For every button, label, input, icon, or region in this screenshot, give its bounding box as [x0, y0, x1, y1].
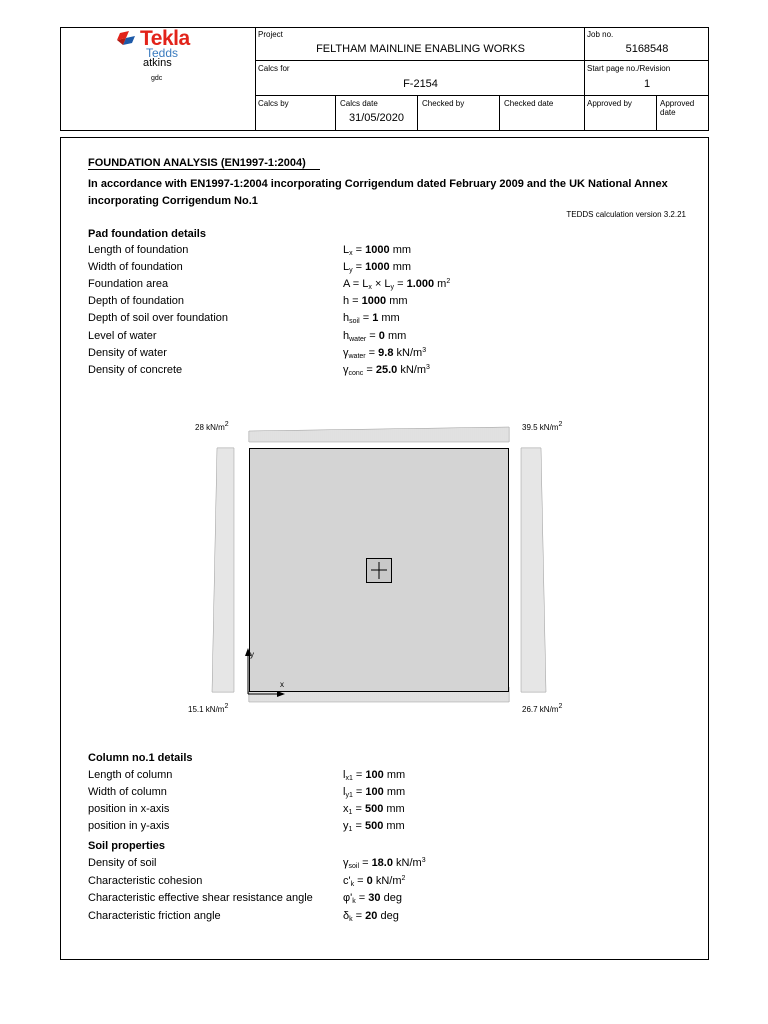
property-value: $\gamma_{conc} = 25.0$ $kN/m^3$	[343, 363, 430, 377]
approved-date-label: Approved date	[660, 99, 695, 117]
calcs-date-label: Calcs date	[340, 99, 378, 108]
calculation-sheet	[60, 137, 709, 960]
pressure-hatch-left	[212, 448, 234, 692]
checked-date-label: Checked date	[504, 99, 554, 108]
property-value: $A = L_x \times L_y = 1.000$ $m^2$	[343, 278, 451, 292]
calcs-by-label: Calcs by	[258, 99, 289, 108]
property-label: Density of water	[88, 346, 167, 359]
property-value: $x_1 = 500$ mm	[343, 803, 405, 816]
pressure-label-bottom-right: 26.7 $kN/m^2$	[522, 703, 563, 714]
pad-heading: Pad foundation details	[88, 228, 206, 240]
pressure-label-bottom-left: 15.1 $kN/m^2$	[188, 703, 229, 714]
calcs-for-label: Calcs for	[258, 64, 290, 73]
axis-x-label: x	[280, 680, 284, 689]
property-label: Characteristic effective shear resistance angle	[88, 892, 313, 905]
property-label: Foundation area	[88, 278, 169, 291]
approved-by-label: Approved by	[587, 99, 632, 108]
column-heading: Column no.1 details	[88, 752, 193, 764]
doc-title: FOUNDATION ANALYSIS (EN1997-1:2004)	[88, 157, 306, 169]
start-page-value: 1	[643, 78, 651, 90]
property-value: $y_1 = 500$ mm	[343, 820, 405, 833]
job-no-value: 5168548	[625, 43, 669, 55]
column-centre-cross-icon	[367, 559, 391, 582]
title-block	[60, 27, 709, 131]
start-page-label: Start page no./Revision	[587, 64, 671, 73]
property-value: $L_y = 1000$ mm	[343, 261, 412, 275]
column-plan	[366, 558, 392, 583]
property-value: $h_{soil} = 1$ mm	[343, 312, 400, 326]
intro-line-2: incorporating Corrigendum No.1	[88, 195, 258, 207]
logo-brand: Tekla	[140, 27, 190, 50]
property-value: h = 1000 mm	[343, 295, 408, 308]
property-label: Depth of soil over foundation	[88, 312, 229, 325]
property-value: $L_x = 1000$ mm	[343, 244, 412, 257]
calcs-for-value: F-2154	[403, 78, 438, 90]
axes-icon	[241, 646, 291, 698]
pressure-hatch-top	[249, 427, 509, 442]
logo-office: gdc	[151, 75, 163, 82]
property-label: Characteristic friction angle	[88, 910, 221, 923]
property-value: $\gamma_{soil} = 18.0$ $kN/m^3$	[343, 857, 426, 870]
title-underline	[88, 169, 320, 170]
logo-product: Tedds	[146, 46, 179, 60]
pressure-label-top-right: 39.5 $kN/m^2$	[522, 421, 563, 432]
axis-y-label: y	[250, 650, 254, 659]
property-label: Density of concrete	[88, 363, 183, 376]
property-value: $l_{x1} = 100$ mm	[343, 769, 406, 782]
property-label: position in x-axis	[88, 803, 170, 815]
soil-heading: Soil properties	[88, 840, 166, 852]
property-label: Density of soil	[88, 857, 157, 869]
property-value: $\gamma_{water} = 9.8$ $kN/m^3$	[343, 346, 427, 360]
property-value: $c'_k = 0$ $kN/m^2$	[343, 874, 406, 888]
tekla-logo-icon	[117, 31, 137, 47]
property-value: $\varphi'_k = 30$ deg	[343, 892, 402, 906]
project-value: FELTHAM MAINLINE ENABLING WORKS	[316, 43, 525, 55]
property-label: Level of water	[88, 329, 157, 342]
property-label: Width of column	[88, 786, 167, 798]
property-value: $\delta_k = 20$ deg	[343, 910, 399, 924]
property-label: Length of foundation	[88, 244, 189, 256]
job-no-label: Job no.	[587, 30, 614, 39]
intro-line-1: In accordance with EN1997-1:2004 incorporating Corrigendum dated February 2009 and the UK National Annex	[88, 178, 668, 190]
property-label: Characteristic cohesion	[88, 874, 203, 887]
property-label: Depth of foundation	[88, 295, 185, 308]
checked-by-label: Checked by	[422, 99, 465, 108]
version-text: TEDDS calculation version 3.2.21	[566, 210, 686, 219]
property-value: $l_{y1} = 100$ mm	[343, 786, 406, 799]
calcs-date-value: 31/05/2020	[348, 112, 405, 124]
property-label: position in y-axis	[88, 820, 170, 832]
property-label: Width of foundation	[88, 261, 183, 274]
property-label: Length of column	[88, 769, 173, 781]
project-label: Project	[258, 30, 283, 39]
pressure-hatch-right	[521, 448, 546, 692]
logo-company: atkins	[143, 57, 172, 69]
pressure-label-top-left: 28 $kN/m^2$	[195, 421, 229, 432]
property-value: $h_{water} = 0$ mm	[343, 329, 407, 343]
